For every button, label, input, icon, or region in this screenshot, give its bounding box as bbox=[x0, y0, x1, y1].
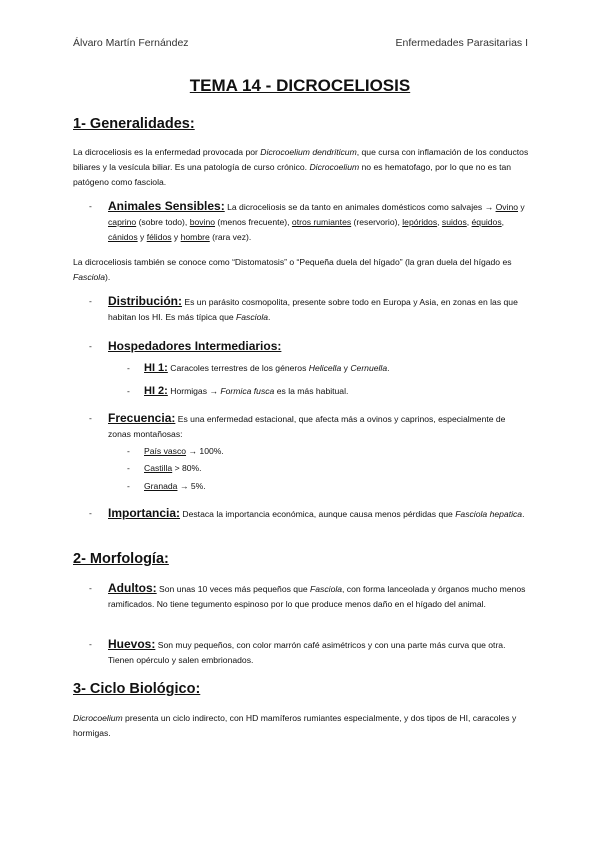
label-hospedadores: Hospedadores Intermediarios: bbox=[108, 339, 282, 353]
page-title: TEMA 14 - DICROCELIOSIS bbox=[189, 76, 411, 95]
list-item-huevos: - Huevos: Son muy pequeños, con color marrón café asimétricos y con una parte más curva que otra. Tienen opérculo y salen embrionados. bbox=[89, 637, 506, 665]
genus-name: Dicrocoelium bbox=[309, 162, 360, 172]
list-item-animales: - Animales Sensibles: La dicroceliosis se da tanto en animales domésticos como salvajes → Ovino y caprino (sobre todo), bovino (menos frecuente), otros rumiantes (reservorio), lepóridos, suidos, équidos, cánidos y félidos y hombre (rara vez). bbox=[89, 199, 525, 242]
section-heading-morfologia: 2- Morfología: bbox=[73, 551, 169, 567]
label-huevos: Huevos: bbox=[108, 637, 156, 651]
list-item-importancia: - Importancia: Destaca la importancia económica, aunque causa menos pérdidas que Fasciola hepatica. bbox=[89, 506, 525, 520]
label-frecuencia: Frecuencia: bbox=[108, 411, 176, 425]
list-item-adultos: - Adultos: Son unas 10 veces más pequeños que Fasciola, con forma lanceolada y órganos mucho menos ramificados. No tiene tegumento espinoso por lo que produce menos daño en el hígado del animal. bbox=[89, 581, 526, 609]
sublist-item-hi2: - HI 2: Hormigas → Formica fusca es la más habitual. bbox=[127, 385, 349, 397]
distomatosis-paragraph: La dicroceliosis también se conoce como “Distomatosis” o “Pequeña duela del hígado” (la gran duela del hígado es Fasciola). bbox=[73, 257, 512, 282]
label-distribucion: Distribución: bbox=[108, 294, 182, 308]
list-item-frecuencia: - Frecuencia: Es una enfermedad estacional, que afecta más a ovinos y caprinos, especialmente de zonas montañosas: bbox=[89, 411, 506, 439]
section-heading-ciclo: 3- Ciclo Biológico: bbox=[73, 681, 201, 697]
label-importancia: Importancia: bbox=[108, 506, 181, 520]
frecuencia-item: - Castilla > 80%. bbox=[127, 463, 202, 473]
ciclo-paragraph: Dicrocoelium presenta un ciclo indirecto, con HD mamíferos rumiantes especialmente, y dos tipos de HI, caracoles y hormigas. bbox=[73, 713, 517, 738]
header-course: Enfermedades Parasitarias I bbox=[395, 37, 528, 49]
species-name: Dicrocoelium dendriticum bbox=[260, 147, 357, 157]
label-adultos: Adultos: bbox=[108, 581, 157, 595]
header-author: Álvaro Martín Fernández bbox=[73, 37, 189, 49]
sublist-item-hi1: - HI 1: Caracoles terrestres de los géneros Helicella y Cernuella. bbox=[127, 362, 390, 374]
frecuencia-item: - País vasco → 100%. bbox=[127, 446, 224, 456]
intro-paragraph: La dicroceliosis es la enfermedad provocada por Dicrocoelium dendriticum, que cursa con inflamación de los conductos biliares y la vesícula biliar. Es una patología de curso crónico. Dicrocoelium no es hematofago, por lo que no es tan patógeno como fasciola. bbox=[73, 147, 529, 187]
label-animales: Animales Sensibles: bbox=[108, 199, 225, 213]
frecuencia-item: - Granada → 5%. bbox=[127, 481, 206, 491]
list-item-distribucion: - Distribución: Es un parásito cosmopolita, presente sobre todo en Europa y Asia, en zonas en las que habitan los HI. Es más típica que Fasciola. bbox=[89, 294, 518, 322]
section-heading-generalidades: 1- Generalidades: bbox=[73, 116, 195, 132]
list-item-hospedadores: - Hospedadores Intermediarios: bbox=[89, 339, 282, 353]
